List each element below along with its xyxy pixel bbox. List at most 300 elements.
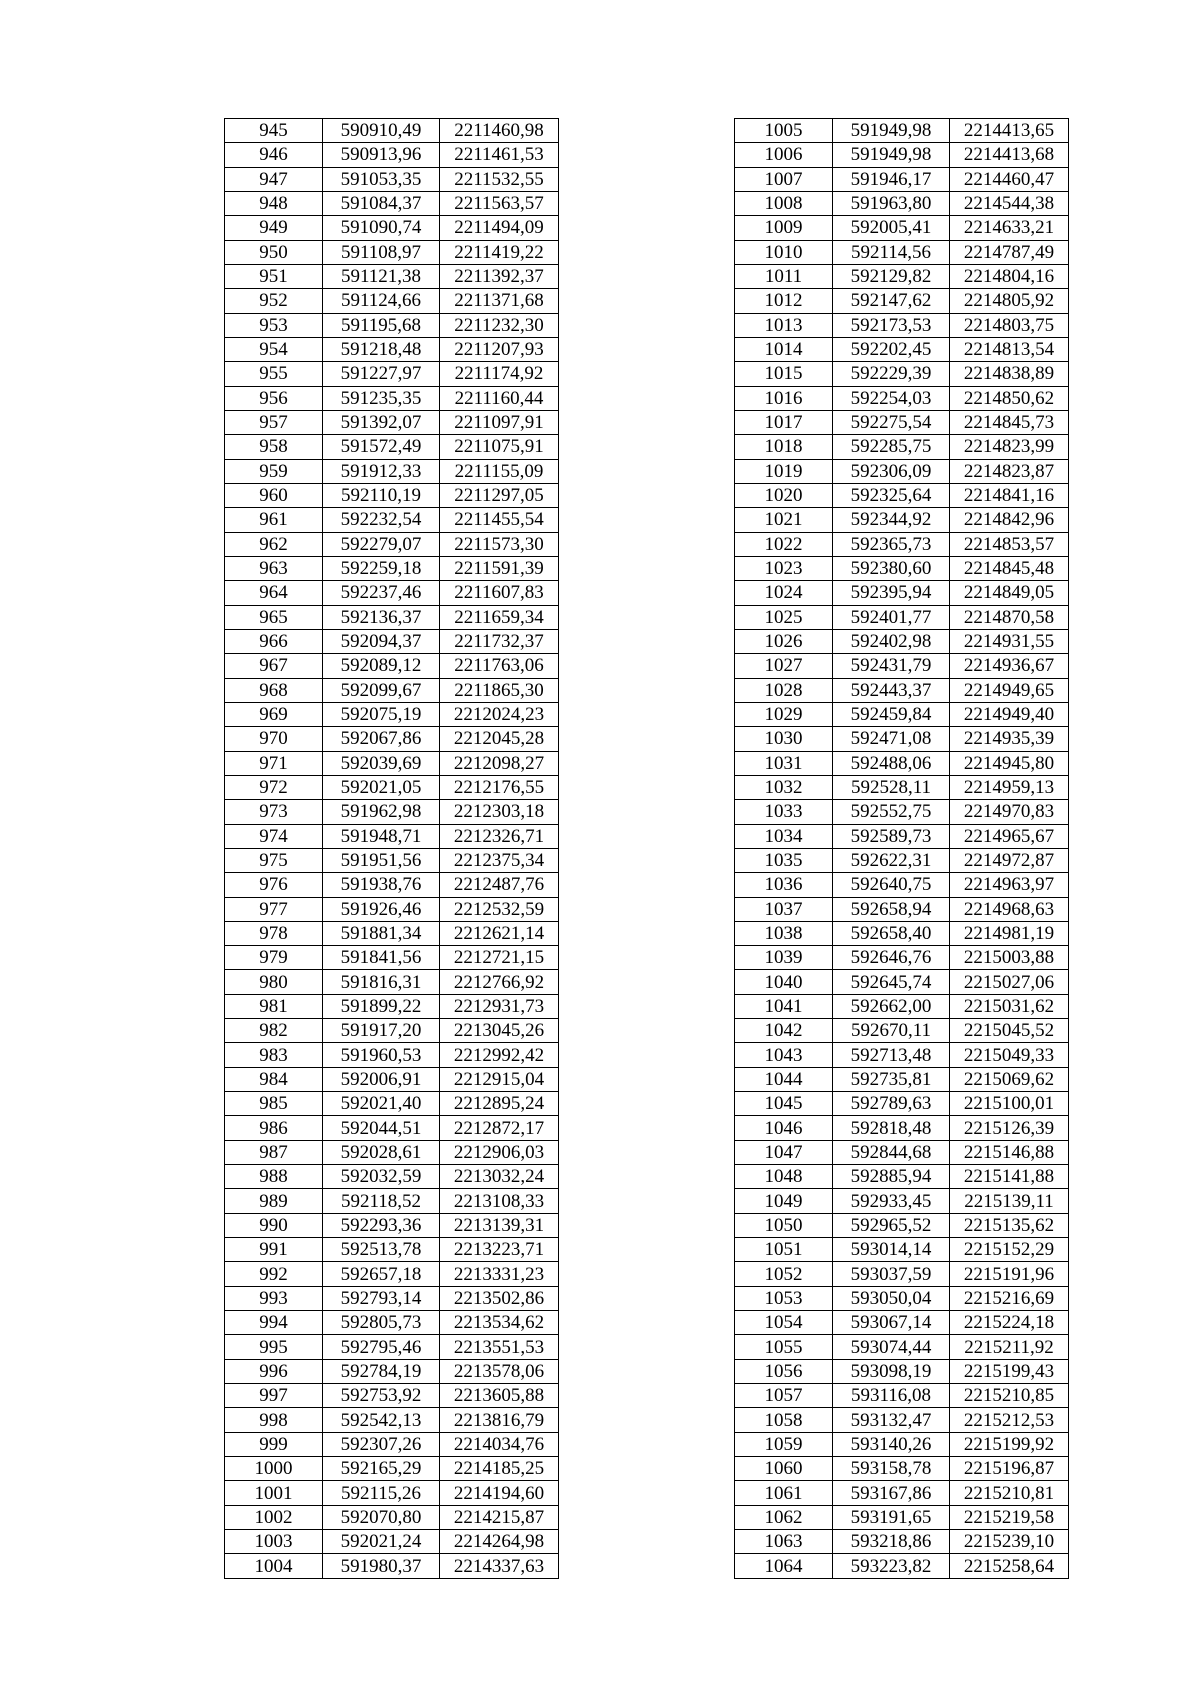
table-row — [225, 240, 559, 264]
x-coordinate-cell: 592039,69 — [323, 751, 440, 775]
y-coordinate-cell: 2211573,30 — [440, 532, 559, 556]
point-number-cell: 1058 — [735, 1408, 833, 1432]
x-coordinate-cell: 592402,98 — [833, 629, 950, 653]
y-coordinate-cell: 2211097,91 — [440, 410, 559, 434]
table-row — [225, 410, 559, 434]
x-coordinate-cell: 592075,19 — [323, 702, 440, 726]
x-coordinate-cell: 591195,68 — [323, 313, 440, 337]
table-row — [225, 1335, 559, 1359]
x-coordinate-cell: 593098,19 — [833, 1359, 950, 1383]
y-coordinate-cell: 2215239,10 — [950, 1530, 1069, 1554]
table-row — [735, 167, 1069, 191]
x-coordinate-cell: 592753,92 — [323, 1384, 440, 1408]
x-coordinate-cell: 592380,60 — [833, 556, 950, 580]
table-row — [735, 483, 1069, 507]
table-row — [735, 119, 1069, 143]
table-row — [225, 848, 559, 872]
table-row — [225, 1092, 559, 1116]
point-number-cell: 1057 — [735, 1384, 833, 1408]
point-number-cell: 969 — [225, 702, 323, 726]
table-row — [735, 435, 1069, 459]
y-coordinate-cell: 2214945,80 — [950, 751, 1069, 775]
table-row — [735, 897, 1069, 921]
y-coordinate-cell: 2214849,05 — [950, 581, 1069, 605]
y-coordinate-cell: 2211607,83 — [440, 581, 559, 605]
table-row — [225, 556, 559, 580]
point-number-cell: 988 — [225, 1165, 323, 1189]
y-coordinate-cell: 2213551,53 — [440, 1335, 559, 1359]
table-row — [225, 970, 559, 994]
x-coordinate-cell: 592488,06 — [833, 751, 950, 775]
table-row — [735, 1019, 1069, 1043]
x-coordinate-cell: 591392,07 — [323, 410, 440, 434]
x-coordinate-cell: 591218,48 — [323, 337, 440, 361]
point-number-cell: 1027 — [735, 654, 833, 678]
point-number-cell: 1036 — [735, 873, 833, 897]
x-coordinate-cell: 593067,14 — [833, 1311, 950, 1335]
point-number-cell: 1064 — [735, 1554, 833, 1578]
x-coordinate-cell: 591881,34 — [323, 921, 440, 945]
y-coordinate-cell: 2215212,53 — [950, 1408, 1069, 1432]
x-coordinate-cell: 592589,73 — [833, 824, 950, 848]
y-coordinate-cell: 2215069,62 — [950, 1067, 1069, 1091]
x-coordinate-cell: 593037,59 — [833, 1262, 950, 1286]
x-coordinate-cell: 592115,26 — [323, 1481, 440, 1505]
y-coordinate-cell: 2215258,64 — [950, 1554, 1069, 1578]
table-row — [225, 1189, 559, 1213]
x-coordinate-cell: 592965,52 — [833, 1213, 950, 1237]
point-number-cell: 983 — [225, 1043, 323, 1067]
table-row — [225, 629, 559, 653]
point-number-cell: 1059 — [735, 1432, 833, 1456]
table-row — [735, 946, 1069, 970]
y-coordinate-cell: 2215049,33 — [950, 1043, 1069, 1067]
x-coordinate-cell: 592513,78 — [323, 1238, 440, 1262]
table-row — [225, 1140, 559, 1164]
y-coordinate-cell: 2214959,13 — [950, 775, 1069, 799]
point-number-cell: 950 — [225, 240, 323, 264]
x-coordinate-cell: 592099,67 — [323, 678, 440, 702]
y-coordinate-cell: 2215152,29 — [950, 1238, 1069, 1262]
x-coordinate-cell: 592118,52 — [323, 1189, 440, 1213]
x-coordinate-cell: 592885,94 — [833, 1165, 950, 1189]
table-row — [735, 1213, 1069, 1237]
x-coordinate-cell: 592805,73 — [323, 1311, 440, 1335]
x-coordinate-cell: 593223,82 — [833, 1554, 950, 1578]
y-coordinate-cell: 2214264,98 — [440, 1530, 559, 1554]
x-coordinate-cell: 591053,35 — [323, 167, 440, 191]
point-number-cell: 1048 — [735, 1165, 833, 1189]
x-coordinate-cell: 592646,76 — [833, 946, 950, 970]
point-number-cell: 1002 — [225, 1505, 323, 1529]
point-number-cell: 1039 — [735, 946, 833, 970]
table-row — [735, 313, 1069, 337]
table-row — [735, 508, 1069, 532]
x-coordinate-cell: 592789,63 — [833, 1092, 950, 1116]
y-coordinate-cell: 2214842,96 — [950, 508, 1069, 532]
table-row — [225, 119, 559, 143]
point-number-cell: 963 — [225, 556, 323, 580]
point-number-cell: 1012 — [735, 289, 833, 313]
x-coordinate-cell: 592401,77 — [833, 605, 950, 629]
y-coordinate-cell: 2214544,38 — [950, 191, 1069, 215]
table-row — [735, 240, 1069, 264]
point-number-cell: 961 — [225, 508, 323, 532]
point-number-cell: 959 — [225, 459, 323, 483]
x-coordinate-cell: 592325,64 — [833, 483, 950, 507]
y-coordinate-cell: 2213139,31 — [440, 1213, 559, 1237]
x-coordinate-cell: 591227,97 — [323, 362, 440, 386]
table-row — [735, 289, 1069, 313]
point-number-cell: 999 — [225, 1432, 323, 1456]
table-row — [735, 1165, 1069, 1189]
point-number-cell: 982 — [225, 1019, 323, 1043]
point-number-cell: 995 — [225, 1335, 323, 1359]
y-coordinate-cell: 2214413,65 — [950, 119, 1069, 143]
table-row — [735, 1262, 1069, 1286]
point-number-cell: 1054 — [735, 1311, 833, 1335]
x-coordinate-cell: 592129,82 — [833, 264, 950, 288]
table-row — [225, 1165, 559, 1189]
y-coordinate-cell: 2212532,59 — [440, 897, 559, 921]
point-number-cell: 1052 — [735, 1262, 833, 1286]
x-coordinate-cell: 592307,26 — [323, 1432, 440, 1456]
table-row — [735, 143, 1069, 167]
point-number-cell: 974 — [225, 824, 323, 848]
y-coordinate-cell: 2215196,87 — [950, 1457, 1069, 1481]
y-coordinate-cell: 2214805,92 — [950, 289, 1069, 313]
y-coordinate-cell: 2212024,23 — [440, 702, 559, 726]
y-coordinate-cell: 2215210,81 — [950, 1481, 1069, 1505]
table-row — [735, 1481, 1069, 1505]
point-number-cell: 975 — [225, 848, 323, 872]
point-number-cell: 977 — [225, 897, 323, 921]
table-row — [225, 654, 559, 678]
table-row — [735, 386, 1069, 410]
x-coordinate-cell: 593132,47 — [833, 1408, 950, 1432]
y-coordinate-cell: 2214965,67 — [950, 824, 1069, 848]
table-row — [735, 581, 1069, 605]
y-coordinate-cell: 2215031,62 — [950, 994, 1069, 1018]
x-coordinate-cell: 592173,53 — [833, 313, 950, 337]
table-row — [225, 1505, 559, 1529]
table-row — [735, 824, 1069, 848]
y-coordinate-cell: 2214460,47 — [950, 167, 1069, 191]
point-number-cell: 951 — [225, 264, 323, 288]
table-row — [735, 1432, 1069, 1456]
y-coordinate-cell: 2214185,25 — [440, 1457, 559, 1481]
point-number-cell: 966 — [225, 629, 323, 653]
y-coordinate-cell: 2212766,92 — [440, 970, 559, 994]
table-row — [225, 508, 559, 532]
table-row — [225, 1359, 559, 1383]
table-row — [225, 435, 559, 459]
table-row — [225, 994, 559, 1018]
y-coordinate-cell: 2214841,16 — [950, 483, 1069, 507]
x-coordinate-cell: 592254,03 — [833, 386, 950, 410]
y-coordinate-cell: 2215126,39 — [950, 1116, 1069, 1140]
table-row — [735, 775, 1069, 799]
table-row — [735, 191, 1069, 215]
x-coordinate-cell: 592275,54 — [833, 410, 950, 434]
point-number-cell: 998 — [225, 1408, 323, 1432]
y-coordinate-cell: 2215003,88 — [950, 946, 1069, 970]
table-row — [225, 1457, 559, 1481]
y-coordinate-cell: 2211763,06 — [440, 654, 559, 678]
point-number-cell: 1018 — [735, 435, 833, 459]
y-coordinate-cell: 2215139,11 — [950, 1189, 1069, 1213]
point-number-cell: 962 — [225, 532, 323, 556]
x-coordinate-cell: 592657,18 — [323, 1262, 440, 1286]
point-number-cell: 955 — [225, 362, 323, 386]
y-coordinate-cell: 2212045,28 — [440, 727, 559, 751]
x-coordinate-cell: 591926,46 — [323, 897, 440, 921]
point-number-cell: 976 — [225, 873, 323, 897]
table-row — [225, 1116, 559, 1140]
point-number-cell: 1044 — [735, 1067, 833, 1091]
x-coordinate-cell: 593140,26 — [833, 1432, 950, 1456]
y-coordinate-cell: 2214838,89 — [950, 362, 1069, 386]
table-row — [735, 362, 1069, 386]
table-row — [225, 459, 559, 483]
table-row — [735, 1238, 1069, 1262]
point-number-cell: 1042 — [735, 1019, 833, 1043]
y-coordinate-cell: 2212895,24 — [440, 1092, 559, 1116]
point-number-cell: 980 — [225, 970, 323, 994]
point-number-cell: 1037 — [735, 897, 833, 921]
table-row — [735, 410, 1069, 434]
x-coordinate-cell: 592395,94 — [833, 581, 950, 605]
x-coordinate-cell: 592147,62 — [833, 289, 950, 313]
table-row — [225, 264, 559, 288]
y-coordinate-cell: 2211659,34 — [440, 605, 559, 629]
table-row — [735, 629, 1069, 653]
x-coordinate-cell: 591980,37 — [323, 1554, 440, 1578]
y-coordinate-cell: 2214981,19 — [950, 921, 1069, 945]
point-number-cell: 1005 — [735, 119, 833, 143]
point-number-cell: 979 — [225, 946, 323, 970]
table-row — [225, 581, 559, 605]
point-number-cell: 968 — [225, 678, 323, 702]
table-row — [225, 605, 559, 629]
y-coordinate-cell: 2214968,63 — [950, 897, 1069, 921]
table-row — [225, 143, 559, 167]
x-coordinate-cell: 591121,38 — [323, 264, 440, 288]
table-row — [225, 873, 559, 897]
x-coordinate-cell: 591841,56 — [323, 946, 440, 970]
x-coordinate-cell: 592645,74 — [833, 970, 950, 994]
point-number-cell: 992 — [225, 1262, 323, 1286]
point-number-cell: 1003 — [225, 1530, 323, 1554]
point-number-cell: 1014 — [735, 337, 833, 361]
y-coordinate-cell: 2213331,23 — [440, 1262, 559, 1286]
y-coordinate-cell: 2215211,92 — [950, 1335, 1069, 1359]
y-coordinate-cell: 2214823,87 — [950, 459, 1069, 483]
y-coordinate-cell: 2211160,44 — [440, 386, 559, 410]
x-coordinate-cell: 592021,40 — [323, 1092, 440, 1116]
table-row — [735, 1286, 1069, 1310]
x-coordinate-cell: 592933,45 — [833, 1189, 950, 1213]
point-number-cell: 1022 — [735, 532, 833, 556]
table-row — [225, 1213, 559, 1237]
point-number-cell: 1035 — [735, 848, 833, 872]
table-row — [225, 1043, 559, 1067]
x-coordinate-cell: 593218,86 — [833, 1530, 950, 1554]
point-number-cell: 990 — [225, 1213, 323, 1237]
y-coordinate-cell: 2211732,37 — [440, 629, 559, 653]
table-row — [735, 921, 1069, 945]
x-coordinate-cell: 591963,80 — [833, 191, 950, 215]
point-number-cell: 1015 — [735, 362, 833, 386]
x-coordinate-cell: 592662,00 — [833, 994, 950, 1018]
y-coordinate-cell: 2211419,22 — [440, 240, 559, 264]
y-coordinate-cell: 2211455,54 — [440, 508, 559, 532]
x-coordinate-cell: 592443,37 — [833, 678, 950, 702]
x-coordinate-cell: 591912,33 — [323, 459, 440, 483]
x-coordinate-cell: 592028,61 — [323, 1140, 440, 1164]
y-coordinate-cell: 2212872,17 — [440, 1116, 559, 1140]
y-coordinate-cell: 2211461,53 — [440, 143, 559, 167]
table-row — [735, 654, 1069, 678]
point-number-cell: 945 — [225, 119, 323, 143]
y-coordinate-cell: 2213605,88 — [440, 1384, 559, 1408]
y-coordinate-cell: 2213534,62 — [440, 1311, 559, 1335]
y-coordinate-cell: 2215219,58 — [950, 1505, 1069, 1529]
point-number-cell: 967 — [225, 654, 323, 678]
table-row — [735, 1408, 1069, 1432]
table-row — [225, 1384, 559, 1408]
table-row — [735, 848, 1069, 872]
y-coordinate-cell: 2212176,55 — [440, 775, 559, 799]
point-number-cell: 1016 — [735, 386, 833, 410]
y-coordinate-cell: 2212931,73 — [440, 994, 559, 1018]
x-coordinate-cell: 592471,08 — [833, 727, 950, 751]
x-coordinate-cell: 592552,75 — [833, 800, 950, 824]
x-coordinate-cell: 592713,48 — [833, 1043, 950, 1067]
y-coordinate-cell: 2213108,33 — [440, 1189, 559, 1213]
y-coordinate-cell: 2211494,09 — [440, 216, 559, 240]
point-number-cell: 953 — [225, 313, 323, 337]
point-number-cell: 1047 — [735, 1140, 833, 1164]
y-coordinate-cell: 2211371,68 — [440, 289, 559, 313]
x-coordinate-cell: 591949,98 — [833, 143, 950, 167]
y-coordinate-cell: 2215045,52 — [950, 1019, 1069, 1043]
table-row — [735, 216, 1069, 240]
x-coordinate-cell: 592622,31 — [833, 848, 950, 872]
x-coordinate-cell: 592259,18 — [323, 556, 440, 580]
point-number-cell: 1030 — [735, 727, 833, 751]
point-number-cell: 1051 — [735, 1238, 833, 1262]
y-coordinate-cell: 2211155,09 — [440, 459, 559, 483]
x-coordinate-cell: 593167,86 — [833, 1481, 950, 1505]
y-coordinate-cell: 2213032,24 — [440, 1165, 559, 1189]
point-number-cell: 996 — [225, 1359, 323, 1383]
point-number-cell: 1021 — [735, 508, 833, 532]
table-row — [735, 1043, 1069, 1067]
table-row — [735, 800, 1069, 824]
y-coordinate-cell: 2214787,49 — [950, 240, 1069, 264]
point-number-cell: 1045 — [735, 1092, 833, 1116]
point-number-cell: 1053 — [735, 1286, 833, 1310]
y-coordinate-cell: 2214935,39 — [950, 727, 1069, 751]
table-row — [225, 167, 559, 191]
x-coordinate-cell: 592070,80 — [323, 1505, 440, 1529]
y-coordinate-cell: 2211563,57 — [440, 191, 559, 215]
x-coordinate-cell: 592459,84 — [833, 702, 950, 726]
x-coordinate-cell: 591816,31 — [323, 970, 440, 994]
table-row — [735, 1554, 1069, 1578]
x-coordinate-cell: 592658,40 — [833, 921, 950, 945]
x-coordinate-cell: 592658,94 — [833, 897, 950, 921]
x-coordinate-cell: 592784,19 — [323, 1359, 440, 1383]
table-row — [735, 605, 1069, 629]
y-coordinate-cell: 2212098,27 — [440, 751, 559, 775]
x-coordinate-cell: 591948,71 — [323, 824, 440, 848]
table-row — [225, 1067, 559, 1091]
table-row — [225, 1311, 559, 1335]
table-row — [735, 459, 1069, 483]
table-row — [225, 1530, 559, 1554]
y-coordinate-cell: 2212915,04 — [440, 1067, 559, 1091]
point-number-cell: 1025 — [735, 605, 833, 629]
table-row — [225, 337, 559, 361]
point-number-cell: 1033 — [735, 800, 833, 824]
y-coordinate-cell: 2213578,06 — [440, 1359, 559, 1383]
point-number-cell: 1055 — [735, 1335, 833, 1359]
point-number-cell: 987 — [225, 1140, 323, 1164]
point-number-cell: 989 — [225, 1189, 323, 1213]
x-coordinate-cell: 593158,78 — [833, 1457, 950, 1481]
x-coordinate-cell: 592542,13 — [323, 1408, 440, 1432]
table-row — [225, 921, 559, 945]
y-coordinate-cell: 2211591,39 — [440, 556, 559, 580]
point-number-cell: 1000 — [225, 1457, 323, 1481]
coordinates-table-right — [734, 118, 1069, 1579]
point-number-cell: 1063 — [735, 1530, 833, 1554]
x-coordinate-cell: 592365,73 — [833, 532, 950, 556]
y-coordinate-cell: 2215146,88 — [950, 1140, 1069, 1164]
y-coordinate-cell: 2214803,75 — [950, 313, 1069, 337]
x-coordinate-cell: 592795,46 — [323, 1335, 440, 1359]
table-row — [735, 1311, 1069, 1335]
y-coordinate-cell: 2211865,30 — [440, 678, 559, 702]
y-coordinate-cell: 2214633,21 — [950, 216, 1069, 240]
y-coordinate-cell: 2214970,83 — [950, 800, 1069, 824]
point-number-cell: 997 — [225, 1384, 323, 1408]
point-number-cell: 965 — [225, 605, 323, 629]
y-coordinate-cell: 2215100,01 — [950, 1092, 1069, 1116]
point-number-cell: 1062 — [735, 1505, 833, 1529]
y-coordinate-cell: 2213502,86 — [440, 1286, 559, 1310]
table-row — [735, 1359, 1069, 1383]
x-coordinate-cell: 592818,48 — [833, 1116, 950, 1140]
table-row — [225, 1019, 559, 1043]
table-row — [735, 532, 1069, 556]
point-number-cell: 952 — [225, 289, 323, 313]
table-row — [735, 873, 1069, 897]
y-coordinate-cell: 2214845,73 — [950, 410, 1069, 434]
y-coordinate-cell: 2214804,16 — [950, 264, 1069, 288]
point-number-cell: 1013 — [735, 313, 833, 337]
x-coordinate-cell: 593116,08 — [833, 1384, 950, 1408]
table-row — [225, 897, 559, 921]
table-row — [225, 727, 559, 751]
x-coordinate-cell: 592670,11 — [833, 1019, 950, 1043]
point-number-cell: 1024 — [735, 581, 833, 605]
table-row — [225, 702, 559, 726]
table-row — [735, 1067, 1069, 1091]
y-coordinate-cell: 2215224,18 — [950, 1311, 1069, 1335]
